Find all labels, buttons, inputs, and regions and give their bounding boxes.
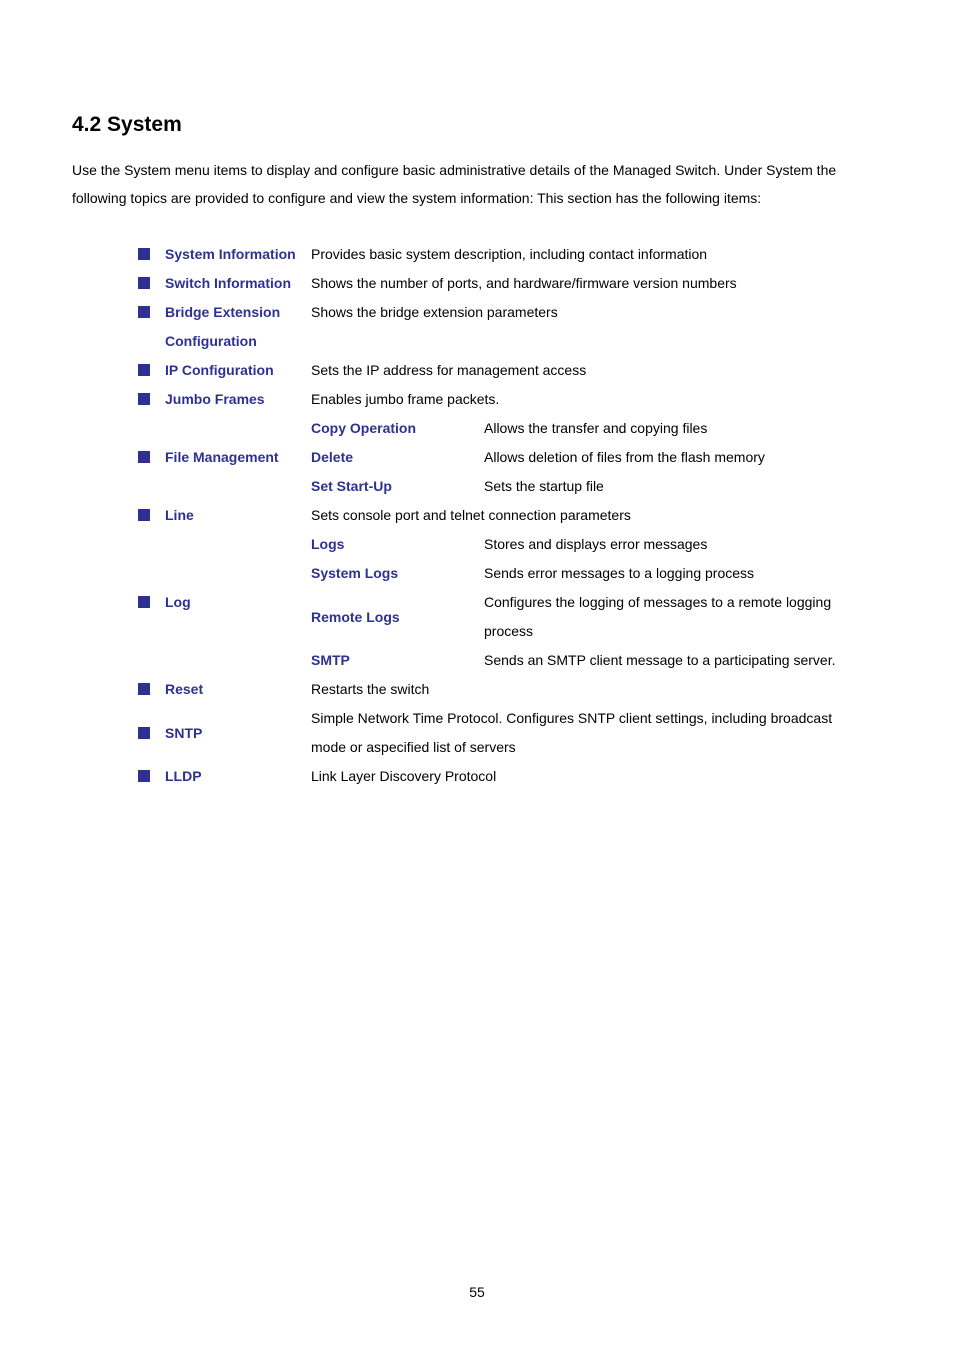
item-name-reset[interactable]: Reset [165, 681, 204, 697]
subitem-desc-smtp: Sends an SMTP client message to a participating server. [484, 652, 836, 668]
item-desc-sntp: Simple Network Time Protocol. Configures SNTP client settings, including broadcast mode or aspecified list of servers [311, 710, 833, 755]
item-desc-switch-information: Shows the number of ports, and hardware/firmware version numbers [311, 275, 737, 291]
subitem-desc-set-start-up: Sets the startup file [484, 478, 604, 494]
item-name-file-management[interactable]: File Management [165, 449, 279, 465]
square-bullet-icon [138, 451, 150, 463]
square-bullet-icon [138, 727, 150, 739]
section-heading: 4.2 System [72, 113, 182, 136]
subitem-name-system-logs[interactable]: System Logs [311, 565, 399, 581]
subitem-name-smtp[interactable]: SMTP [311, 652, 350, 668]
square-bullet-icon [138, 364, 150, 376]
item-row-reset [138, 675, 858, 704]
item-row-line [138, 501, 858, 530]
square-bullet-icon [138, 683, 150, 695]
item-row-file-management-copy [138, 414, 858, 443]
subitem-name-set-start-up[interactable]: Set Start-Up [311, 478, 392, 494]
page-number: 55 [469, 1284, 485, 1300]
item-name-bridge-extension[interactable]: Bridge Extension Configuration [165, 304, 281, 349]
item-name-lldp[interactable]: LLDP [165, 768, 202, 784]
item-row-bridge-extension [138, 298, 858, 356]
square-bullet-icon [138, 770, 150, 782]
square-bullet-icon [138, 306, 150, 318]
system-items-table [138, 240, 858, 791]
item-name-jumbo-frames[interactable]: Jumbo Frames [165, 391, 265, 407]
item-row-switch-information [138, 269, 858, 298]
item-row-jumbo-frames [138, 385, 858, 414]
square-bullet-icon [138, 596, 150, 608]
item-name-system-information[interactable]: System Information [165, 246, 296, 262]
item-name-line[interactable]: Line [165, 507, 194, 523]
item-name-ip-configuration[interactable]: IP Configuration [165, 362, 274, 378]
subitem-desc-logs: Stores and displays error messages [484, 536, 708, 552]
square-bullet-icon [138, 393, 150, 405]
subitem-desc-delete: Allows deletion of files from the flash memory [484, 449, 765, 465]
square-bullet-icon [138, 509, 150, 521]
subitem-desc-remote-logs: Configures the logging of messages to a remote logging process [484, 594, 832, 639]
item-name-sntp[interactable]: SNTP [165, 724, 203, 741]
square-bullet-icon [138, 277, 150, 289]
subitem-desc-system-logs: Sends error messages to a logging process [484, 565, 755, 581]
subitem-name-logs[interactable]: Logs [311, 536, 345, 552]
square-bullet-icon [138, 248, 150, 260]
item-desc-lldp: Link Layer Discovery Protocol [311, 768, 497, 784]
item-desc-bridge-extension: Shows the bridge extension parameters [311, 304, 558, 320]
item-name-log[interactable]: Log [165, 594, 191, 610]
subitem-name-remote-logs[interactable]: Remote Logs [311, 608, 400, 625]
intro-paragraph: Use the System menu items to display and configure basic administrative details of the Managed Switch. Under System the following topics are provided to configure and view the system information: This section has the following items: [72, 162, 837, 206]
item-row-sntp [138, 704, 858, 762]
item-desc-jumbo-frames: Enables jumbo frame packets. [311, 391, 500, 407]
item-desc-ip-configuration: Sets the IP address for management access [311, 362, 587, 378]
subitem-name-delete[interactable]: Delete [311, 449, 354, 465]
item-row-system-information [138, 240, 858, 269]
item-row-ip-configuration [138, 356, 858, 385]
subitem-name-copy-operation[interactable]: Copy Operation [311, 420, 417, 436]
subitem-desc-copy-operation: Allows the transfer and copying files [484, 420, 708, 436]
item-desc-reset: Restarts the switch [311, 681, 430, 697]
item-row-log-logs [138, 530, 858, 559]
item-name-switch-information[interactable]: Switch Information [165, 275, 291, 291]
item-desc-line: Sets console port and telnet connection parameters [311, 507, 631, 523]
item-desc-system-information: Provides basic system description, including contact information [311, 246, 708, 262]
item-row-lldp [138, 762, 858, 791]
